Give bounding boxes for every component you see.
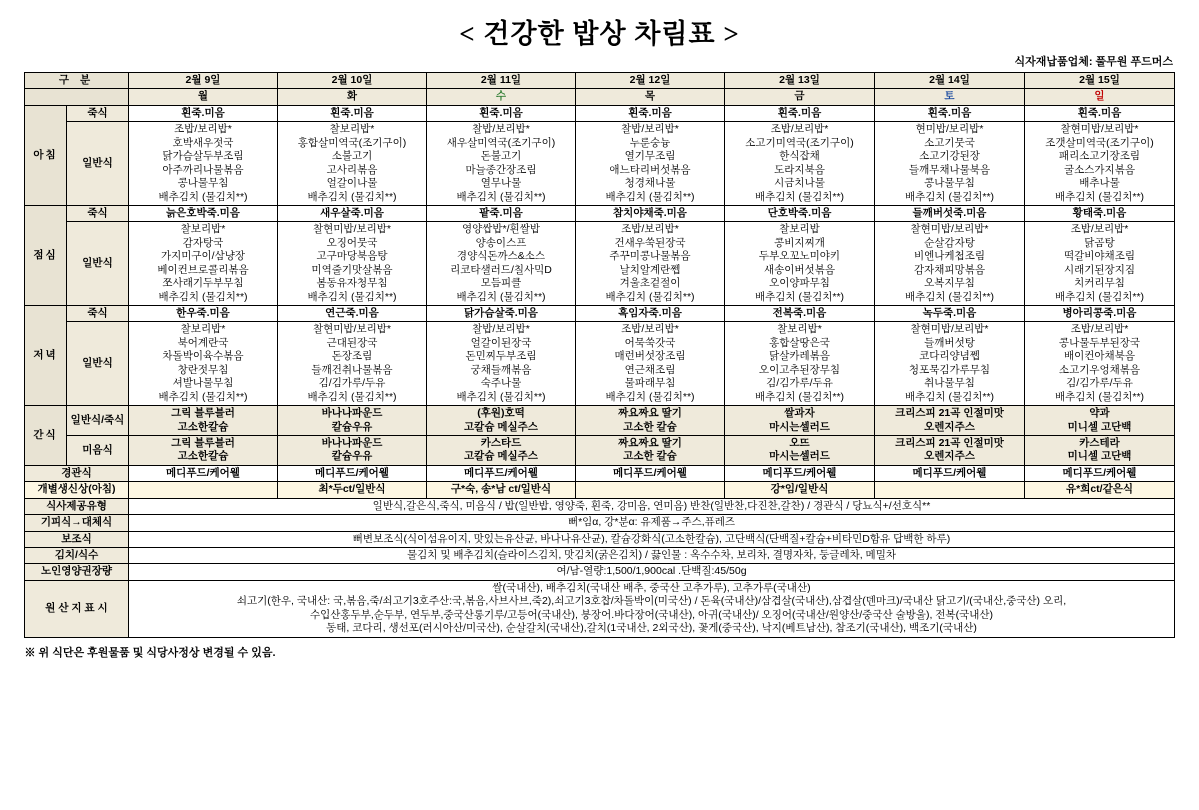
bottom-value-3: 물김치 및 배추김치(슬라이스김치, 맛김치(굵은김치) / 끓인물 : 옥수수차, 보리차, 결명자차, 둥글레차, 메밀차 (129, 548, 1175, 564)
menu-line: 고소한 칼슘 (623, 420, 677, 433)
menu-line: 김/김가루/두유 (318, 377, 386, 390)
sublabel-lunch-meal: 일반식 (67, 222, 129, 306)
snack-normal-3 (576, 406, 725, 436)
menu-line: 배추김치 (물김치**) (456, 290, 546, 303)
dinner-meal-4 (725, 322, 875, 406)
sublabel-breakfast-meal: 일반식 (67, 122, 129, 206)
snack-normal-2 (427, 406, 576, 436)
menu-line: 고소한칼슘 (177, 420, 229, 433)
header-dow-5: 토 (875, 89, 1025, 105)
menu-line: 차돌박이육수볶음 (162, 350, 244, 363)
header-dow-6: 일 (1025, 89, 1175, 105)
menu-line: 물파래무침 (624, 377, 676, 390)
menu-line: 찰밥/보리밥* (621, 123, 679, 136)
menu-line: 양송이스프 (475, 236, 527, 249)
dinner-meal-2 (427, 322, 576, 406)
sublabel-snack-normal: 일반식/죽식 (67, 406, 129, 436)
menu-line: 카스테라 (1079, 436, 1120, 449)
menu-line: 닭살카레볶음 (769, 350, 830, 363)
bottom-row-0 (25, 498, 1175, 514)
menu-line: 미니셀 고단백 (1067, 450, 1132, 463)
header-date-3: 2월 12일 (576, 73, 725, 89)
dinner-meal-1 (278, 322, 427, 406)
bottom-value-0: 일반식,갈은식,죽식, 미음식 / 밥(일반밥, 영양죽, 흰죽, 강미음, 연미음) 반찬(일반찬,다진찬,갈찬) / 경관식 / 당뇨식+/선호식** (129, 498, 1175, 514)
menu-line: 소고기우엉채볶음 (1058, 363, 1141, 376)
row-label-individual: 개별생신상(아침) (25, 482, 129, 498)
menu-line: 배추김치 (물김치**) (456, 390, 546, 403)
menu-line: 바나나파운드 (321, 407, 383, 420)
menu-line: 한식잡채 (779, 150, 820, 163)
lunch-meal-1 (278, 222, 427, 306)
menu-line: 콩비지찌개 (774, 236, 825, 249)
menu-line: 오이고추된장무침 (758, 363, 841, 376)
menu-line: 건새우쑥된장국 (614, 236, 686, 249)
menu-line: 배추김치 (물김치**) (1054, 390, 1145, 403)
dinner-meal-6 (1025, 322, 1175, 406)
snack-normal-4 (725, 406, 875, 436)
menu-line: 미역줄기맛살볶음 (311, 263, 393, 276)
bottom-value-4: 여/남-열량:1,500/1,900cal .단백질:45/50g (129, 564, 1175, 580)
menu-line: 현미밥/보리밥* (915, 123, 984, 136)
menu-line: 찰보리밥* (180, 223, 226, 236)
gyeongran-row (25, 465, 1175, 481)
menu-line: 치커리무침 (1074, 277, 1125, 290)
footnote: ※ 위 식단은 후원물품 및 식당사정상 변경될 수 있음. (24, 646, 276, 659)
menu-line: 오렌지주스 (924, 450, 975, 463)
dinner-juk-6: 병아리콩죽.미음 (1025, 306, 1175, 322)
bottom-row-4 (25, 564, 1175, 580)
snack-mieum-3 (576, 435, 725, 465)
menu-line: 배추김치 (물김치**) (754, 290, 845, 303)
sublabel-dinner-juk: 죽식 (67, 306, 129, 322)
menu-line: 배이컨아채북음 (1063, 350, 1135, 363)
menu-line: 아주까리나물볶음 (162, 163, 244, 176)
menu-line: 두부오꼬노미야키 (758, 250, 841, 263)
menu-line: 들깨무채나물북음 (908, 163, 991, 176)
menu-line: 애느타리버섯볶음 (609, 163, 691, 176)
dinner-meal-row (25, 322, 1175, 406)
menu-line: 소불고기 (331, 150, 373, 163)
lunch-juk-4: 단호박죽.미음 (725, 205, 875, 221)
menu-line: 오이양파무침 (769, 277, 830, 290)
lunch-juk-3: 참치야채죽.미음 (576, 205, 725, 221)
menu-line: 수입산홍두부,순두부, 연두부,중국산롱기루/고등어(국내산), 붕장어.바다장어(국내산), 아귀(국내산)/ 오징어(국내산/원양산/중국산 술방울), 전복(국내산) (310, 608, 993, 621)
menu-line: 떡갈비야채조림 (1063, 250, 1135, 263)
menu-line: 북어계란국 (177, 336, 229, 349)
dinner-juk-4: 전복죽.미음 (725, 306, 875, 322)
menu-line: 열무나물 (480, 177, 522, 190)
snack-normal-1 (278, 406, 427, 436)
bottom-value-2: 뻐변보조식(식이섬유이지, 맛있는유산균, 바나나유산균), 칼슘강화식(고소한칼슘), 고단백식(단백질+칼슘+비타민D함유 답백한 하루) (129, 531, 1175, 547)
individual-6: 유*희ct/같은식 (1025, 482, 1175, 498)
menu-line: 배추김치 (물김치**) (605, 390, 695, 403)
menu-line: 김/김가루/두유 (766, 377, 833, 390)
menu-line: 크리스피 21곡 인절미맛 (895, 407, 1004, 420)
menu-line: 조밥/보리밥* (621, 323, 679, 336)
menu-line: 쌀(국내산), 배추김치(국내산 배추, 중국산 고추가루), 고추가루(국내산) (492, 581, 811, 594)
snack-normal-5 (875, 406, 1025, 436)
menu-line: 미니셀 고단백 (1067, 420, 1132, 433)
menu-line: 김/김가루/두유 (1066, 377, 1133, 390)
menu-line: 들깨버섯탕 (924, 336, 975, 349)
menu-line: 고소한 칼슘 (623, 450, 677, 463)
menu-line: (후원)호떡 (477, 407, 525, 420)
menu-line: 굴소스가지볶음 (1063, 163, 1135, 176)
snack-mieum-0 (129, 435, 278, 465)
menu-line: 도라지북음 (774, 163, 825, 176)
menu-line: 배추김치 (물김치**) (1054, 290, 1145, 303)
individual-row (25, 482, 1175, 498)
menu-line: 오렌지주스 (924, 420, 975, 433)
menu-line: 카스타드 (480, 436, 522, 449)
individual-5 (875, 482, 1025, 498)
bottom-row-1 (25, 515, 1175, 531)
sublabel-dinner-meal: 일반식 (67, 322, 129, 406)
gyeongran-3: 메디푸드/케어웰 (576, 465, 725, 481)
menu-line: 주꾸미콩나물볶음 (609, 250, 691, 263)
menu-line: 홍합살미역국(조기구이) (297, 136, 407, 149)
gyeongran-5: 메디푸드/케어웰 (875, 465, 1025, 481)
table-header-dates (25, 73, 1175, 89)
menu-line: 호박새우젓국 (172, 136, 234, 149)
snack-normal-0 (129, 406, 278, 436)
menu-line: 찰밥/보리밥* (472, 323, 530, 336)
snack-mieum-5 (875, 435, 1025, 465)
individual-3 (576, 482, 725, 498)
dinner-meal-0 (129, 322, 278, 406)
menu-line: 닭곰탕 (1084, 236, 1115, 249)
breakfast-juk-row (25, 105, 1175, 121)
header-gubun: 구 분 (25, 73, 129, 89)
breakfast-meal-row (25, 122, 1175, 206)
gyeongran-2: 메디푸드/케어웰 (427, 465, 576, 481)
menu-line: 콩나물무침 (924, 177, 975, 190)
individual-1: 최*두ct/일반식 (278, 482, 427, 498)
dinner-juk-2: 닭가슴살죽.미음 (427, 306, 576, 322)
menu-line: 찰현미밥/보리밥* (910, 223, 989, 236)
bottom-value-1: 뻐*임α, 강*분α: 유제품→주스,퓨레즈 (129, 515, 1175, 531)
lunch-meal-6 (1025, 222, 1175, 306)
menu-line: 찰보리밥* (329, 123, 375, 136)
menu-line: 베이컨브로콜리볶음 (157, 263, 249, 276)
lunch-juk-0: 늙은호박죽.미음 (129, 205, 278, 221)
menu-line: 찰보리밥* (180, 323, 226, 336)
menu-line: 오복지무침 (924, 277, 975, 290)
lunch-juk-5: 들깨버섯죽.미음 (875, 205, 1025, 221)
menu-line: 찰현미밥/보리밥* (312, 323, 391, 336)
menu-line: 시래기된장지짐 (1063, 263, 1135, 276)
menu-line: 동태, 코다리, 생선포(러시아산/미국산), 순살갈치(국내산),갈치(1국내산, 2외국산), 꽃게(중국산), 낙지(베트남산), 참조기(국내산), 백조기(국내산) (326, 622, 977, 635)
header-gubun-spacer (25, 89, 129, 105)
dinner-meal-5 (875, 322, 1025, 406)
header-date-2: 2월 11일 (427, 73, 576, 89)
menu-line: 패리소고기장조림 (1058, 150, 1141, 163)
menu-line: 누룬숭늉 (629, 136, 671, 149)
menu-line: 시금치나물 (774, 177, 825, 190)
breakfast-meal-1 (278, 122, 427, 206)
breakfast-juk-4: 흰죽.미음 (725, 105, 875, 121)
header-dow-3: 목 (576, 89, 725, 105)
bottom-row-3 (25, 548, 1175, 564)
lunch-meal-2 (427, 222, 576, 306)
menu-line: 새송이버섯볶음 (763, 263, 835, 276)
menu-line: 어묵쑥갓국 (624, 336, 676, 349)
origin-value (129, 580, 1175, 637)
menu-line: 궁채들깨볶음 (470, 363, 532, 376)
menu-line: 비엔나케첩조림 (913, 250, 985, 263)
menu-line: 청포묵김가루무침 (908, 363, 991, 376)
menu-line: 그릭 블루블러 (171, 407, 235, 420)
menu-line: 조밥/보리밥* (1070, 223, 1129, 236)
origin-row (25, 580, 1175, 637)
menu-line: 근대된장국 (326, 336, 378, 349)
menu-line: 배추김치 (물김치**) (158, 390, 248, 403)
menu-line: 코다리양념쩹 (919, 350, 980, 363)
menu-line: 리코타샐러드/칠사믹D (450, 263, 552, 276)
menu-line: 배추김치 (물김치**) (754, 390, 845, 403)
breakfast-meal-4 (725, 122, 875, 206)
bottom-label-4: 노인영양권장량 (25, 564, 129, 580)
menu-line: 오징어뭇국 (326, 236, 378, 249)
menu-line: 쪼사래기두부무침 (162, 277, 244, 290)
menu-line: 배추김치 (물김치**) (754, 190, 845, 203)
dinner-juk-3: 흑임자죽.미음 (576, 306, 725, 322)
menu-line: 열기무조림 (624, 150, 676, 163)
header-dow-4: 금 (725, 89, 875, 105)
menu-line: 찰밥/보리밥* (472, 123, 530, 136)
sublabel-snack-mieum: 미음식 (67, 435, 129, 465)
individual-4: 강*임/일반식 (725, 482, 875, 498)
menu-line: 배추김치 (물김치**) (904, 190, 995, 203)
menu-line: 약과 (1089, 407, 1110, 420)
menu-line: 홍합살땅은국 (769, 336, 830, 349)
row-label-dinner: 저녁 (25, 306, 67, 406)
breakfast-juk-1: 흰죽.미음 (278, 105, 427, 121)
breakfast-meal-0 (129, 122, 278, 206)
menu-line: 청경채나물 (624, 177, 676, 190)
menu-line: 순살감자탕 (924, 236, 975, 249)
menu-line: 오뜨 (789, 436, 810, 449)
menu-line: 고소한칼슘 (177, 450, 229, 463)
menu-line: 쌀과자 (784, 407, 815, 420)
breakfast-meal-6 (1025, 122, 1175, 206)
dinner-juk-1: 연근죽.미음 (278, 306, 427, 322)
breakfast-juk-2: 흰죽.미음 (427, 105, 576, 121)
individual-0 (129, 482, 278, 498)
individual-2: 구*숙, 송*남 ct/일반식 (427, 482, 576, 498)
lunch-meal-3 (576, 222, 725, 306)
menu-line: 쇠고기(한우, 국내산: 국,볶음,죽/쇠고기3호주산:국,볶음,사브사브,죽2),쇠고기3호찹/차돌박이(미국산) / 돈육(국내산)/삼겹살(국내산),삼겹살(덴마크)/국내산 닭고기/(국내산,중국산) 오리, (236, 595, 1067, 608)
menu-line: 마시는셀러드 (769, 420, 830, 433)
breakfast-meal-5 (875, 122, 1025, 206)
lunch-meal-5 (875, 222, 1025, 306)
menu-line: 얼갈이나물 (326, 177, 378, 190)
menu-line: 경양식돈까스&소스 (456, 250, 546, 263)
menu-line: 닭가슴살두부조림 (162, 150, 244, 163)
menu-line: 마늘종간장조림 (465, 163, 537, 176)
menu-line: 그릭 블루블러 (171, 436, 235, 449)
menu-line: 배추김치 (물김치**) (904, 390, 995, 403)
dinner-juk-5: 녹두죽.미음 (875, 306, 1025, 322)
snack-normal-6 (1025, 406, 1175, 436)
menu-line: 고구마당북음탕 (316, 250, 388, 263)
bottom-label-2: 보조식 (25, 531, 129, 547)
origin-label: 원 산 지 표 시 (25, 580, 129, 637)
lunch-juk-6: 황태죽.미음 (1025, 205, 1175, 221)
menu-line: 바나나파운드 (321, 436, 383, 449)
menu-line: 크리스피 21곡 인절미맛 (895, 436, 1004, 449)
header-dow-2: 수 (427, 89, 576, 105)
menu-line: 셔발나물무침 (172, 377, 234, 390)
gyeongran-6: 메디푸드/케어웰 (1025, 465, 1175, 481)
gyeongran-1: 메디푸드/케어웰 (278, 465, 427, 481)
menu-line: 고칼슘 메실주스 (464, 420, 538, 433)
gyeongran-4: 메디푸드/케어웰 (725, 465, 875, 481)
row-label-gyeongran: 경관식 (25, 465, 129, 481)
menu-line: 배추김치 (물김치**) (1054, 190, 1145, 203)
menu-line: 감자탕국 (182, 236, 224, 249)
menu-line: 봄동유자청무침 (316, 277, 388, 290)
snack-mieum-1 (278, 435, 427, 465)
menu-line: 고사리볶음 (326, 163, 378, 176)
menu-line: 배추김치 (물김치**) (456, 190, 546, 203)
menu-line: 콩나물무침 (177, 177, 229, 190)
menu-line: 숙주나물 (480, 377, 522, 390)
menu-line: 칼슘우유 (331, 420, 373, 433)
menu-line: 배추김치 (물김치**) (307, 290, 397, 303)
menu-line: 콩나물두부된장국 (1058, 336, 1141, 349)
dinner-juk-0: 한우죽.미음 (129, 306, 278, 322)
bottom-label-0: 식사제공유형 (25, 498, 129, 514)
menu-line: 새우살미역국(조기구이) (446, 136, 556, 149)
gyeongran-0: 메디푸드/케어웰 (129, 465, 278, 481)
menu-line: 매런버섯장조림 (614, 350, 686, 363)
menu-line: 돈민찌두부조림 (465, 350, 537, 363)
menu-line: 짜요짜요 딸기 (618, 407, 682, 420)
menu-line: 감자채피망볶음 (913, 263, 985, 276)
lunch-meal-4 (725, 222, 875, 306)
menu-line: 마시는셀러드 (769, 450, 830, 463)
menu-line: 돈장조림 (331, 350, 373, 363)
menu-line: 배추김치 (물김치**) (307, 390, 397, 403)
menu-line: 겨울초겉절이 (619, 277, 681, 290)
sublabel-lunch-juk: 죽식 (67, 205, 129, 221)
breakfast-juk-6: 흰죽.미음 (1025, 105, 1175, 121)
menu-line: 고칼슘 메실주스 (464, 450, 538, 463)
menu-line: 날치알계란쩹 (619, 263, 681, 276)
menu-line: 조밥/보리밥* (621, 223, 679, 236)
menu-line: 들깨건취나물볶음 (311, 363, 393, 376)
menu-line: 배추김치 (물김치**) (307, 190, 397, 203)
breakfast-juk-3: 흰죽.미음 (576, 105, 725, 121)
header-dow-0: 월 (129, 89, 278, 105)
header-date-4: 2월 13일 (725, 73, 875, 89)
lunch-juk-1: 새우살죽.미음 (278, 205, 427, 221)
dinner-meal-3 (576, 322, 725, 406)
lunch-meal-row (25, 222, 1175, 306)
header-date-0: 2월 9일 (129, 73, 278, 89)
menu-line: 창란젓무침 (177, 363, 229, 376)
menu-line: 가지미구이/삼냥장 (160, 250, 246, 263)
header-date-5: 2월 14일 (875, 73, 1025, 89)
menu-line: 배추김치 (물김치**) (605, 290, 695, 303)
snack-mieum-2 (427, 435, 576, 465)
row-label-snack: 간식 (25, 406, 67, 466)
breakfast-juk-0: 흰죽.미음 (129, 105, 278, 121)
bottom-label-1: 기피식→대체식 (25, 515, 129, 531)
menu-line: 찰보리밥* (777, 323, 822, 336)
menu-line: 조밥/보리밥* (174, 123, 232, 136)
dinner-juk-row (25, 306, 1175, 322)
menu-line: 칼슘우유 (331, 450, 373, 463)
menu-line: 찰보리밥 (779, 223, 820, 236)
menu-line: 짜요짜요 딸기 (618, 436, 682, 449)
menu-line: 모듬피클 (480, 277, 522, 290)
breakfast-juk-5: 흰죽.미음 (875, 105, 1025, 121)
page-title: < 건강한 밥상 차림표 > (459, 19, 740, 49)
table-header-dows (25, 89, 1175, 105)
snack-mieum-row (25, 435, 1175, 465)
sublabel-breakfast-juk: 죽식 (67, 105, 129, 121)
row-label-breakfast: 아침 (25, 105, 67, 205)
menu-line: 배추김치 (물김치**) (605, 190, 695, 203)
menu-line: 돈불고기 (480, 150, 522, 163)
breakfast-meal-2 (427, 122, 576, 206)
menu-line: 연근채조림 (624, 363, 676, 376)
header-dow-1: 화 (278, 89, 427, 105)
menu-line: 소고기강된장 (919, 150, 980, 163)
menu-line: 찰현미밥/보리밥* (312, 223, 391, 236)
breakfast-meal-3 (576, 122, 725, 206)
header-date-6: 2월 15일 (1025, 73, 1175, 89)
menu-line: 소고기미역국(조기구이) (745, 136, 854, 149)
menu-table (24, 72, 1175, 638)
snack-mieum-4 (725, 435, 875, 465)
menu-line: 찰현미밥/보리밥* (910, 323, 989, 336)
snack-mieum-6 (1025, 435, 1175, 465)
menu-line: 소고기뭇국 (924, 136, 975, 149)
supplier-label: 식자재납품업체: 풀무원 푸드머스 (1014, 56, 1173, 68)
header-date-1: 2월 10일 (278, 73, 427, 89)
lunch-juk-2: 팥죽.미음 (427, 205, 576, 221)
menu-line: 얼갈이된장국 (470, 336, 532, 349)
menu-line: 배추나물 (1079, 177, 1120, 190)
menu-line: 조밥/보리밥* (1070, 323, 1129, 336)
menu-line: 영양쌉밥*/흰쌀밥 (461, 223, 540, 236)
menu-line: 취나물무침 (924, 377, 975, 390)
snack-normal-row (25, 406, 1175, 436)
menu-line: 조갯살미역국(조기구이) (1045, 136, 1154, 149)
bottom-label-3: 김치/식수 (25, 548, 129, 564)
lunch-juk-row (25, 205, 1175, 221)
menu-line: 배추김치 (물김치**) (904, 290, 995, 303)
menu-line: 찰현미밥/보리밥* (1060, 123, 1139, 136)
menu-line: 배추김치 (물김치**) (158, 190, 248, 203)
menu-line: 조밥/보리밥* (770, 123, 829, 136)
menu-line: 배추김치 (물김치**) (158, 290, 248, 303)
row-label-lunch: 점심 (25, 205, 67, 305)
lunch-meal-0 (129, 222, 278, 306)
bottom-row-2 (25, 531, 1175, 547)
